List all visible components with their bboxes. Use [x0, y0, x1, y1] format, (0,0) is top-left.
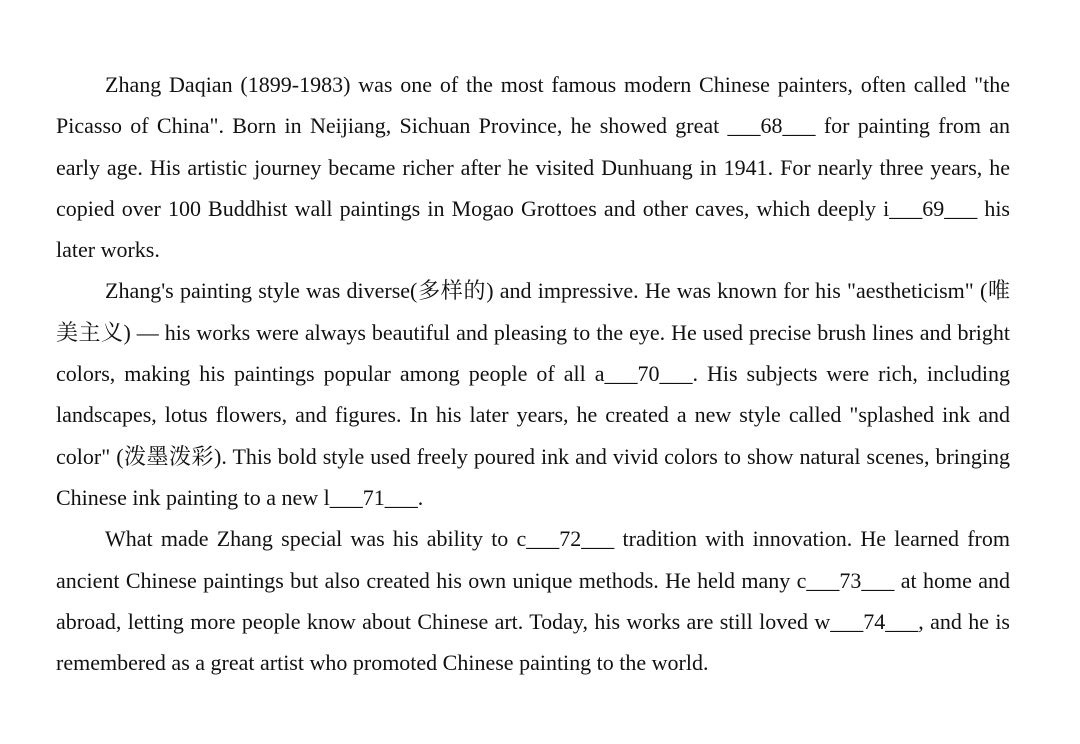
passage [56, 64, 1010, 683]
paragraph-2: Zhang's painting style was diverse(多样的) and impressive. He was known for his "aestheticism" (唯美主义) — his works were always beautiful and pleasing to the eye. He used precise brush lines and bright colors, making his paintings popular among people of all a___70___. His subjects were rich, including landscapes, lotus flowers, and figures. In his later years, he created a new style called "splashed ink and color" (泼墨泼彩). This bold style used freely poured ink and vivid colors to show natural scenes, bringing Chinese ink painting to a new l___71___. [56, 278, 1010, 510]
paragraph-3: What made Zhang special was his ability to c___72___ tradition with innovation. He learned from ancient Chinese paintings but also created his own unique methods. He held many c___73___ at home and abroad, letting more people know about Chinese art. Today, his works are still loved w___74___, and he is remembered as a great artist who promoted Chinese painting to the world. [56, 526, 1010, 676]
paragraph-1: Zhang Daqian (1899-1983) was one of the most famous modern Chinese painters, often called "the Picasso of China". Born in Neijiang, Sichuan Province, he showed great ___68___ for painting from an early age. His artistic journey became richer after he visited Dunhuang in 1941. For nearly three years, he copied over 100 Buddhist wall paintings in Mogao Grottoes and other caves, which deeply i___69___ his later works. [56, 72, 1010, 263]
